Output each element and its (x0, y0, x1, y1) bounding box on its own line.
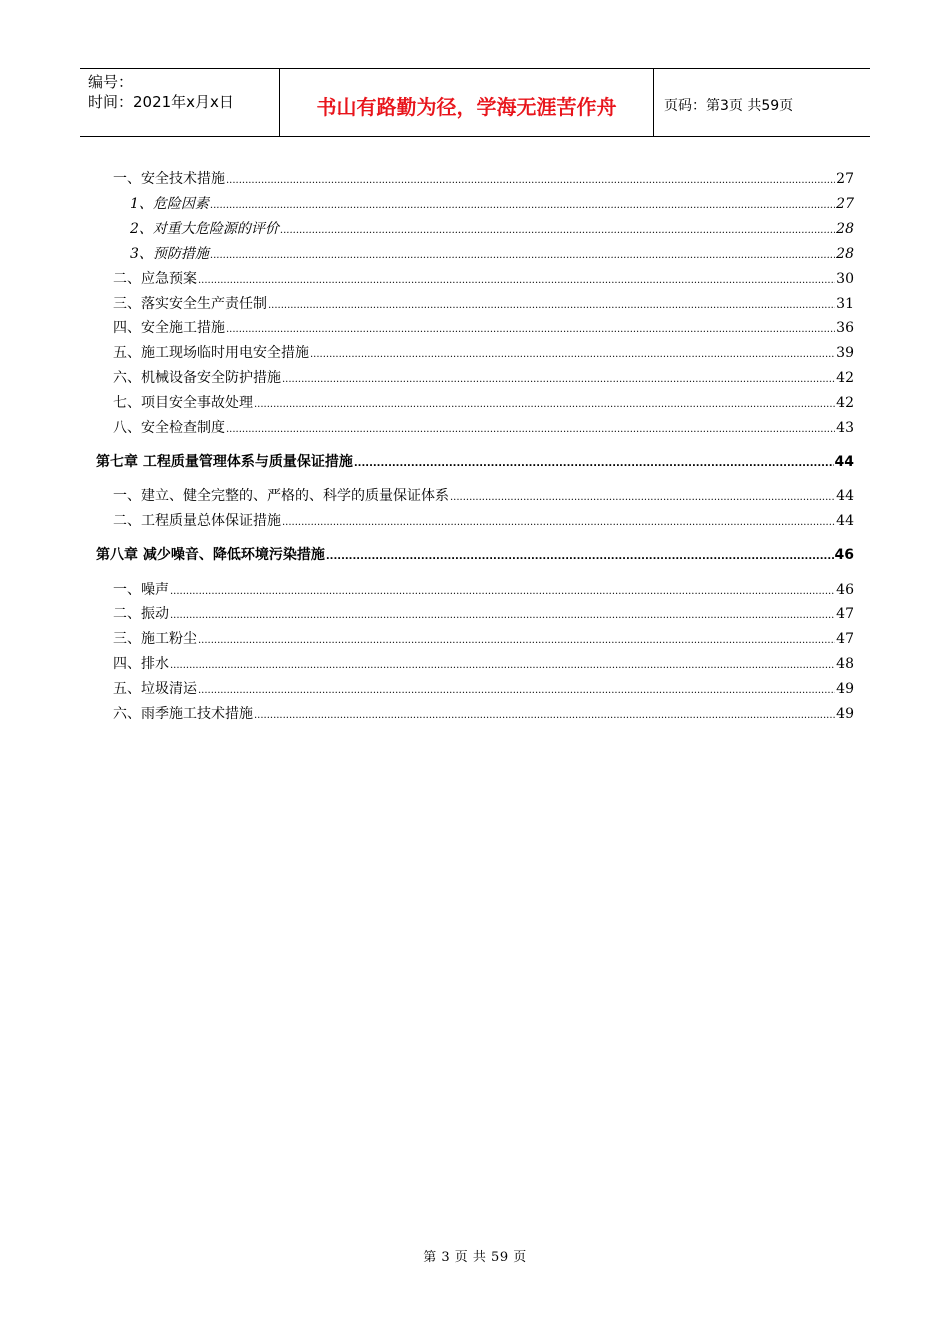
toc-entry-page: 30 (836, 270, 854, 287)
toc-leader-dots (450, 487, 835, 509)
toc-entry-title: 二、振动 (113, 606, 169, 623)
toc-leader-dots (268, 295, 835, 317)
toc-leader-dots (198, 630, 835, 652)
header-meta-cell (80, 69, 280, 136)
toc-entry[interactable] (113, 392, 854, 414)
toc-entry[interactable] (130, 193, 854, 215)
header-motto-cell (280, 69, 654, 136)
time-label: 时间：2021年x月x日 (88, 93, 234, 111)
toc-leader-dots (226, 319, 835, 341)
toc-entry-page: 46 (836, 581, 854, 598)
toc-entry-page: 28 (836, 220, 854, 237)
toc-leader-dots (282, 512, 835, 534)
toc-chapter-entry[interactable] (96, 544, 854, 566)
toc-entry[interactable] (113, 293, 854, 315)
toc-entry[interactable] (113, 628, 854, 650)
header-page-cell (654, 69, 870, 136)
toc-entry[interactable] (113, 703, 854, 725)
toc-entry-page: 44 (836, 488, 854, 505)
toc-entry-title: 3、预防措施 (130, 245, 209, 262)
toc-entry[interactable] (113, 485, 854, 507)
number-label: 编号： (88, 73, 134, 91)
toc-entry-title: 八、安全检查制度 (113, 420, 225, 436)
toc-entry-page: 49 (836, 706, 854, 722)
toc-entry-title: 三、施工粉尘 (113, 631, 197, 648)
toc-entry-title: 四、安全施工措施 (113, 320, 225, 337)
toc-leader-dots (354, 453, 834, 475)
toc-entry[interactable] (113, 367, 854, 389)
toc-leader-dots (310, 344, 835, 366)
toc-entry[interactable] (113, 603, 854, 625)
toc-entry[interactable] (130, 218, 854, 240)
toc-entry-title: 二、工程质量总体保证措施 (113, 513, 281, 530)
toc-entry-page: 36 (836, 320, 854, 337)
toc-entry-page: 27 (836, 171, 854, 187)
toc-entry-page: 48 (836, 656, 854, 673)
toc-entry[interactable] (113, 510, 854, 532)
toc-leader-dots (198, 680, 835, 702)
toc-entry-title: 六、雨季施工技术措施 (113, 706, 253, 722)
toc-entry[interactable] (113, 168, 854, 190)
toc-entry-title: 1、危险因素 (130, 195, 209, 212)
page-label: 页码：第3页 共59页 (664, 97, 794, 114)
toc-leader-dots (210, 245, 835, 267)
toc-entry-title: 第七章 工程质量管理体系与质量保证措施 (96, 453, 353, 470)
toc-leader-dots (170, 605, 835, 627)
toc-entry-title: 一、建立、健全完整的、严格的、科学的质量保证体系 (113, 488, 449, 505)
toc-leader-dots (280, 220, 835, 242)
toc-entry-title: 二、应急预案 (113, 270, 197, 287)
toc-entry-page: 39 (836, 345, 854, 362)
toc-entry[interactable] (113, 417, 854, 439)
toc-entry[interactable] (113, 268, 854, 290)
toc-leader-dots (282, 369, 835, 391)
toc-entry-title: 六、机械设备安全防护措施 (113, 370, 281, 387)
toc-entry[interactable] (113, 579, 854, 601)
toc-entry-page: 49 (836, 681, 854, 698)
toc-entry-page: 42 (836, 395, 854, 412)
toc-entry[interactable] (130, 243, 854, 265)
toc-entry-page: 27 (836, 195, 854, 212)
toc-entry-title: 七、项目安全事故处理 (113, 395, 253, 412)
toc-entry-title: 五、垃圾清运 (113, 681, 197, 698)
toc-leader-dots (254, 705, 835, 727)
toc-entry-page: 44 (834, 453, 854, 470)
toc-entry-page: 42 (836, 370, 854, 387)
page-header (80, 68, 870, 137)
toc-entry[interactable] (113, 678, 854, 700)
toc-entry-title: 第八章 减少噪音、降低环境污染措施 (96, 547, 325, 564)
toc-entry-page: 44 (836, 513, 854, 530)
footer-page-text: 第 3 页 共 59 页 (423, 1250, 527, 1265)
toc-entry-page: 43 (836, 420, 854, 436)
toc-entry-page: 47 (836, 631, 854, 648)
toc-entry-title: 三、落实安全生产责任制 (113, 295, 267, 312)
toc-entry[interactable] (113, 342, 854, 364)
toc-leader-dots (210, 195, 835, 217)
motto-text: 书山有路勤为径，学海无涯苦作舟 (316, 95, 617, 119)
toc-entry-title: 五、施工现场临时用电安全措施 (113, 345, 309, 362)
toc-entry-page: 46 (834, 547, 854, 564)
toc-leader-dots (326, 546, 834, 568)
toc-entry[interactable] (113, 317, 854, 339)
toc-entry[interactable] (113, 653, 854, 675)
toc-leader-dots (170, 581, 835, 603)
toc-leader-dots (226, 170, 835, 192)
toc-chapter-entry[interactable] (96, 451, 854, 473)
toc-entry-title: 四、排水 (113, 656, 169, 673)
toc-leader-dots (226, 419, 835, 441)
toc-entry-page: 31 (836, 295, 854, 312)
toc-leader-dots (170, 655, 835, 677)
toc-entry-title: 一、噪声 (113, 581, 169, 598)
toc-entry-title: 2、对重大危险源的评价 (130, 220, 279, 237)
toc-entry-page: 47 (836, 606, 854, 623)
page-footer (0, 1246, 950, 1265)
toc-entry-page: 28 (836, 245, 854, 262)
toc-leader-dots (254, 394, 835, 416)
toc-entry-title: 一、安全技术措施 (113, 171, 225, 187)
toc-leader-dots (198, 270, 835, 292)
